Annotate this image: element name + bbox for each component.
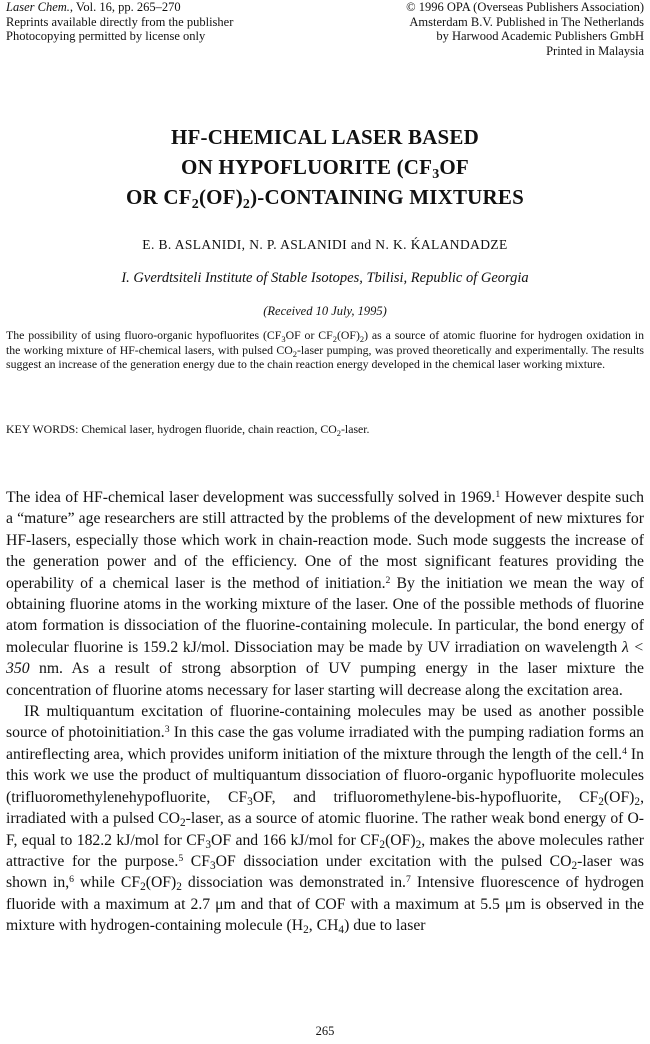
body-text bbox=[6, 487, 644, 937]
title-line-3: OR $CF_2(OF)_2$)-CONTAINING MIXTURES bbox=[125, 185, 525, 212]
photocopy-notice: Photocopying permitted by license only bbox=[6, 29, 206, 43]
title-line-2: ON HYPOFLUORITE ($CF_3OF$ bbox=[181, 155, 469, 182]
paragraph-1: The idea of HF-chemical laser development was successfully solved in 1969.$^1$ However despite such a “mature” age researchers are still attracted by the problems of the development of new mixtures for HF-lasers, especially those which work in chain-reaction mode. Such mode suggests the increase of the generation power and of the efficiency. One of the most significant features providing the operability of a chemical laser is the method of initiation.$^2$ By the initiation we mean the way of obtaining fluorine atoms in the working mixture of the laser. One of the possible methods of fluorine atom formation is dissociation of the fluorine-containing molecule. In particular, the bond energy of molecular fluorine is 159.2 kJ/mol. Dissociation may be made by UV irradiation on wavelength λ < 350 nm. As a result of strong absorption of UV pumping energy in the laser mixture the concentration of fluorine atoms necessary for laser starting will decrease along the excitation area. bbox=[6, 489, 644, 699]
reference-mark: 4 bbox=[622, 745, 627, 757]
reference-mark: 3 bbox=[164, 724, 170, 736]
title-line-1: HF-CHEMICAL LASER BASED bbox=[171, 125, 479, 149]
printed-line: Printed in Malaysia bbox=[546, 43, 644, 58]
authors: E. B. ASLANIDI, N. P. ASLANIDI and N. K. ḰALANDADZE bbox=[142, 237, 508, 252]
reprints-notice: Reprints available directly from the publisher bbox=[6, 14, 234, 29]
publisher-line: Amsterdam B.V. Published in The Netherlands bbox=[409, 14, 644, 29]
key-words: KEY WORDS: Chemical laser, hydrogen fluoride, chain reaction, $CO_2$-laser. bbox=[6, 422, 370, 438]
reference-mark: 6 bbox=[69, 874, 74, 886]
reference-mark: 7 bbox=[405, 874, 411, 886]
harwood-line: by Harwood Academic Publishers GmbH bbox=[436, 29, 644, 43]
reference-mark: 1 bbox=[495, 489, 501, 500]
abstract: The possibility of using fluoro-organic hypofluorites ($CF_3OF$ or $CF_2(OF)_2$) as a source of atomic fluorine for hydrogen oxidation in the working mixture of HF-chemical lasers, with pulsed $CO_2$-laser pumping, was proved theoretically and experimentally. The results suggest an increase of the generation energy due to the chain reaction energy developed in the chemical laser working mixture. bbox=[6, 328, 644, 372]
page-number: 265 bbox=[315, 1024, 335, 1038]
received-date: (Received 10 July, 1995) bbox=[263, 304, 387, 318]
reference-mark: 2 bbox=[385, 574, 391, 586]
journal-header-right bbox=[406, 0, 644, 58]
paper-title bbox=[0, 122, 650, 212]
copyright-line: © 1996 OPA (Overseas Publishers Association) bbox=[406, 0, 644, 14]
paragraph-2: IR multiquantum excitation of fluorine-containing molecules may be used as another possible source of photoinitiation.$^3$ In this case the gas volume irradiated with the pumping radiation forms an antireflecting area, which provides uniform initiation of the mixture through the length of the cell.$^4$ In this work we use the product of multiquantum dissociation of fluoro-organic hypofluorite molecules (trifluoromethylenehypofluorite, $CF_3OF$, and trifluoromethylene-bis-hypofluorite, $CF_2(OF)_2$, irradiated with a pulsed $CO_2$-laser, as a source of atomic fluorine. The rather weak bond energy of O-F, equal to 182.2 kJ/mol for $CF_3OF$ and 166 kJ/mol for $CF_2(OF)_2$, makes the above molecules rather attractive for the purpose.$^5$ $CF_3OF$ dissociation under excitation with the pulsed $CO_2$-laser was shown in,$^6$ while $CF_2(OF)_2$ dissociation was demonstrated in.$^7$ Intensive fluorescence of hydrogen fluoride with a maximum at 2.7 μm and that of COF with a maximum at 5.5 μm is observed in the mixture with hydrogen-containing molecule ($H_2$, $CH_4$) due to laser bbox=[6, 703, 645, 937]
affiliation: I. Gverdtsiteli Institute of Stable Isotopes, Tbilisi, Republic of Georgia bbox=[121, 270, 529, 286]
journal-citation: Laser Chem., Vol. 16, pp. 265–270 bbox=[6, 0, 181, 14]
journal-header-left bbox=[6, 0, 233, 44]
reference-mark: 5 bbox=[178, 852, 184, 864]
